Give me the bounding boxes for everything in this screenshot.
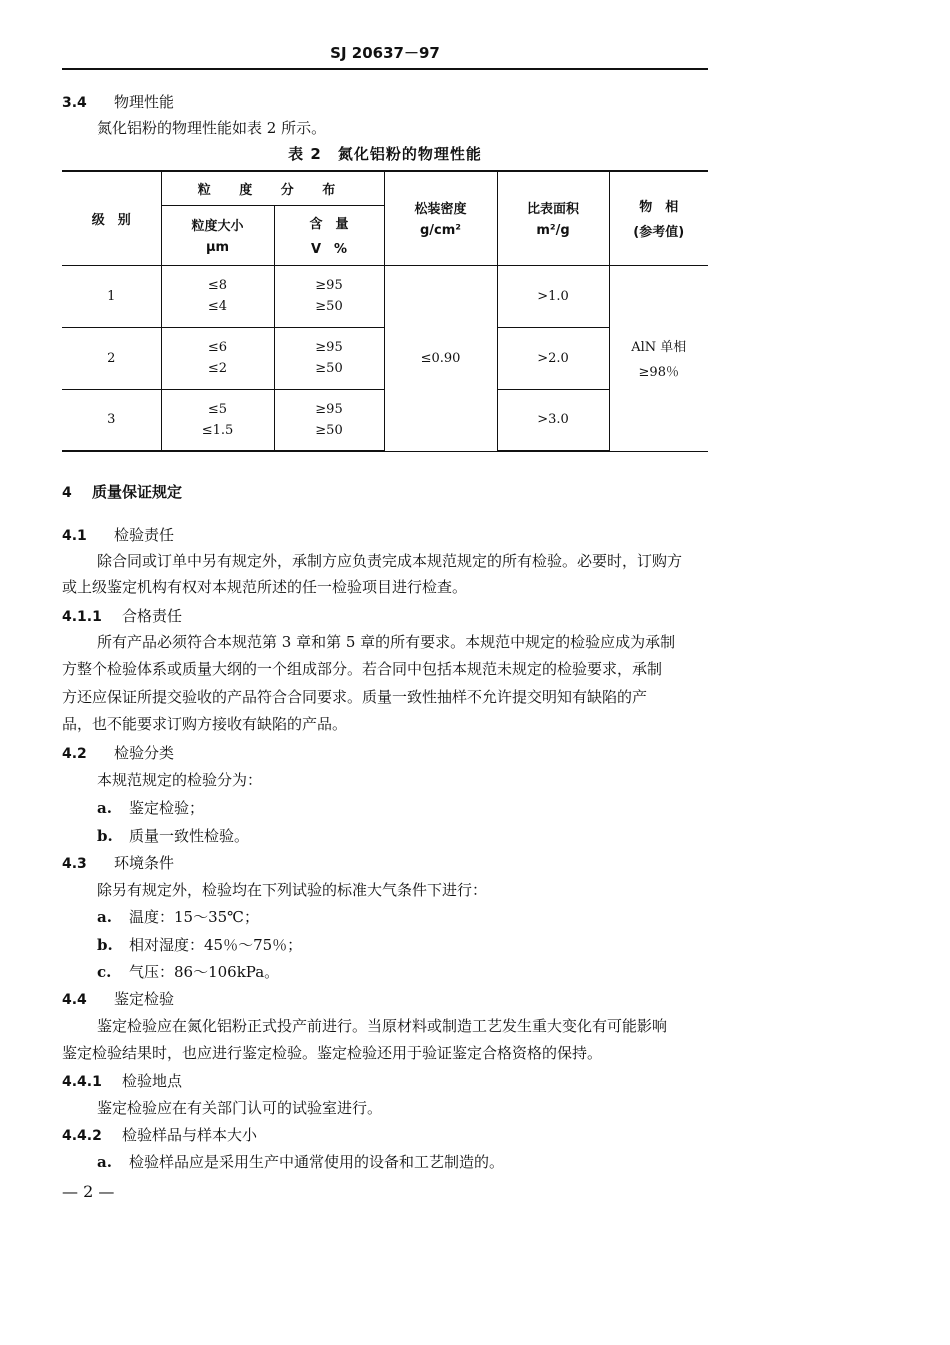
cell-surface: >3.0 [497,389,609,451]
section-title: 检验样品与样本大小 [122,1126,258,1144]
list-item: b. 相对湿度：45％～75％； [97,936,303,954]
paragraph-line: 方整个检验体系或质量大纲的一个组成部分。若合同中包括本规范未规定的检验要求，承制 [62,660,663,678]
section-4-2-heading [62,743,174,764]
cell-size: ≤6 ≤2 [161,327,274,389]
section-title: 环境条件 [114,854,175,872]
list-item: a. 鉴定检验； [97,799,205,817]
paragraph-line: 除合同或订单中另有规定外，承制方应负责完成本规范规定的所有检验。必要时，订购方 [97,552,683,570]
paragraph-line: 品，也不能要求订购方接收有缺陷的产品。 [62,715,348,733]
cell-grade: 2 [62,327,161,389]
table-header-row [62,171,708,205]
cell-grade: 1 [62,265,161,327]
section-4-4-1-heading [62,1071,182,1092]
paragraph-line: 本规范规定的检验分为： [97,771,263,789]
paragraph-line: 鉴定检验应在有关部门认可的试验室进行。 [97,1099,383,1117]
cell-content: ≥95 ≥50 [274,327,384,389]
section-4-1-1-heading [62,606,182,627]
section-4-4-heading [62,989,174,1010]
cell-density: ≤0.90 [384,265,497,451]
cell-surface: >1.0 [497,265,609,327]
cell-content: ≥95 ≥50 [274,265,384,327]
cell-surface: >2.0 [497,327,609,389]
physical-properties-table [62,170,708,452]
header-particle-dist: 粒 度 分 布 [161,171,384,205]
paragraph-line: 鉴定检验应在氮化铝粉正式投产前进行。当原材料或制造工艺发生重大变化有可能影响 [97,1017,668,1035]
list-item: a. 温度：15～35℃； [97,908,259,926]
section-number: 4 [62,485,72,501]
section-3-4-heading [62,92,174,113]
header-rule [62,68,708,70]
header-surface-area: 比表面积 m²/g [497,171,609,265]
header-density: 松装密度 g/cm² [384,171,497,265]
section-number: 4.4 [62,992,87,1008]
table-row [62,265,708,327]
section-4-3-heading [62,853,174,874]
cell-phase: AlN 单相 ≥98％ [609,265,708,451]
table-caption: 表 2 氮化铝粉的物理性能 [288,145,482,163]
list-item: c. 气压：86～106kPa。 [97,963,280,981]
header-size: 粒度大小 μm [161,205,274,265]
section-title: 检验责任 [114,526,175,544]
section-title: 质量保证规定 [92,483,183,501]
list-item: b. 质量一致性检验。 [97,827,250,845]
section-title: 合格责任 [122,607,183,625]
section-4-1-heading [62,525,174,546]
section-number: 3.4 [62,95,87,111]
section-3-4-intro: 氮化铝粉的物理性能如表 2 所示。 [97,119,327,137]
section-number: 4.1.1 [62,609,102,625]
section-title: 鉴定检验 [114,990,175,1008]
paragraph-line: 方还应保证所提交验收的产品符合合同要求。质量一致性抽样不允许提交明知有缺陷的产 [62,688,648,706]
paragraph-line: 或上级鉴定机构有权对本规范所述的任一检验项目进行检查。 [62,578,468,596]
section-number: 4.3 [62,856,87,872]
section-4-4-2-heading [62,1125,257,1146]
paragraph-line: 所有产品必须符合本规范第 3 章和第 5 章的所有要求。本规范中规定的检验应成为承制 [97,633,676,651]
cell-size: ≤5 ≤1.5 [161,389,274,451]
standard-number: SJ 20637－97 [330,44,440,62]
paragraph-line: 鉴定检验结果时，也应进行鉴定检验。鉴定检验还用于验证鉴定合格资格的保持。 [62,1044,603,1062]
list-item: a. 检验样品应是采用生产中通常使用的设备和工艺制造的。 [97,1153,505,1171]
section-title: 检验地点 [122,1072,183,1090]
section-number: 4.1 [62,528,87,544]
cell-grade: 3 [62,389,161,451]
header-phase: 物 相 (参考值) [609,171,708,265]
cell-content: ≥95 ≥50 [274,389,384,451]
paragraph-line: 除另有规定外，检验均在下列试验的标准大气条件下进行： [97,881,488,899]
section-title: 检验分类 [114,744,175,762]
cell-size: ≤8 ≤4 [161,265,274,327]
section-title: 物理性能 [114,93,175,111]
section-4-heading [62,482,182,503]
section-number: 4.2 [62,746,87,762]
header-grade: 级 别 [62,171,161,265]
section-number: 4.4.2 [62,1128,102,1144]
section-number: 4.4.1 [62,1074,102,1090]
page-number: — 2 — [62,1182,115,1201]
header-content: 含 量 V % [274,205,384,265]
